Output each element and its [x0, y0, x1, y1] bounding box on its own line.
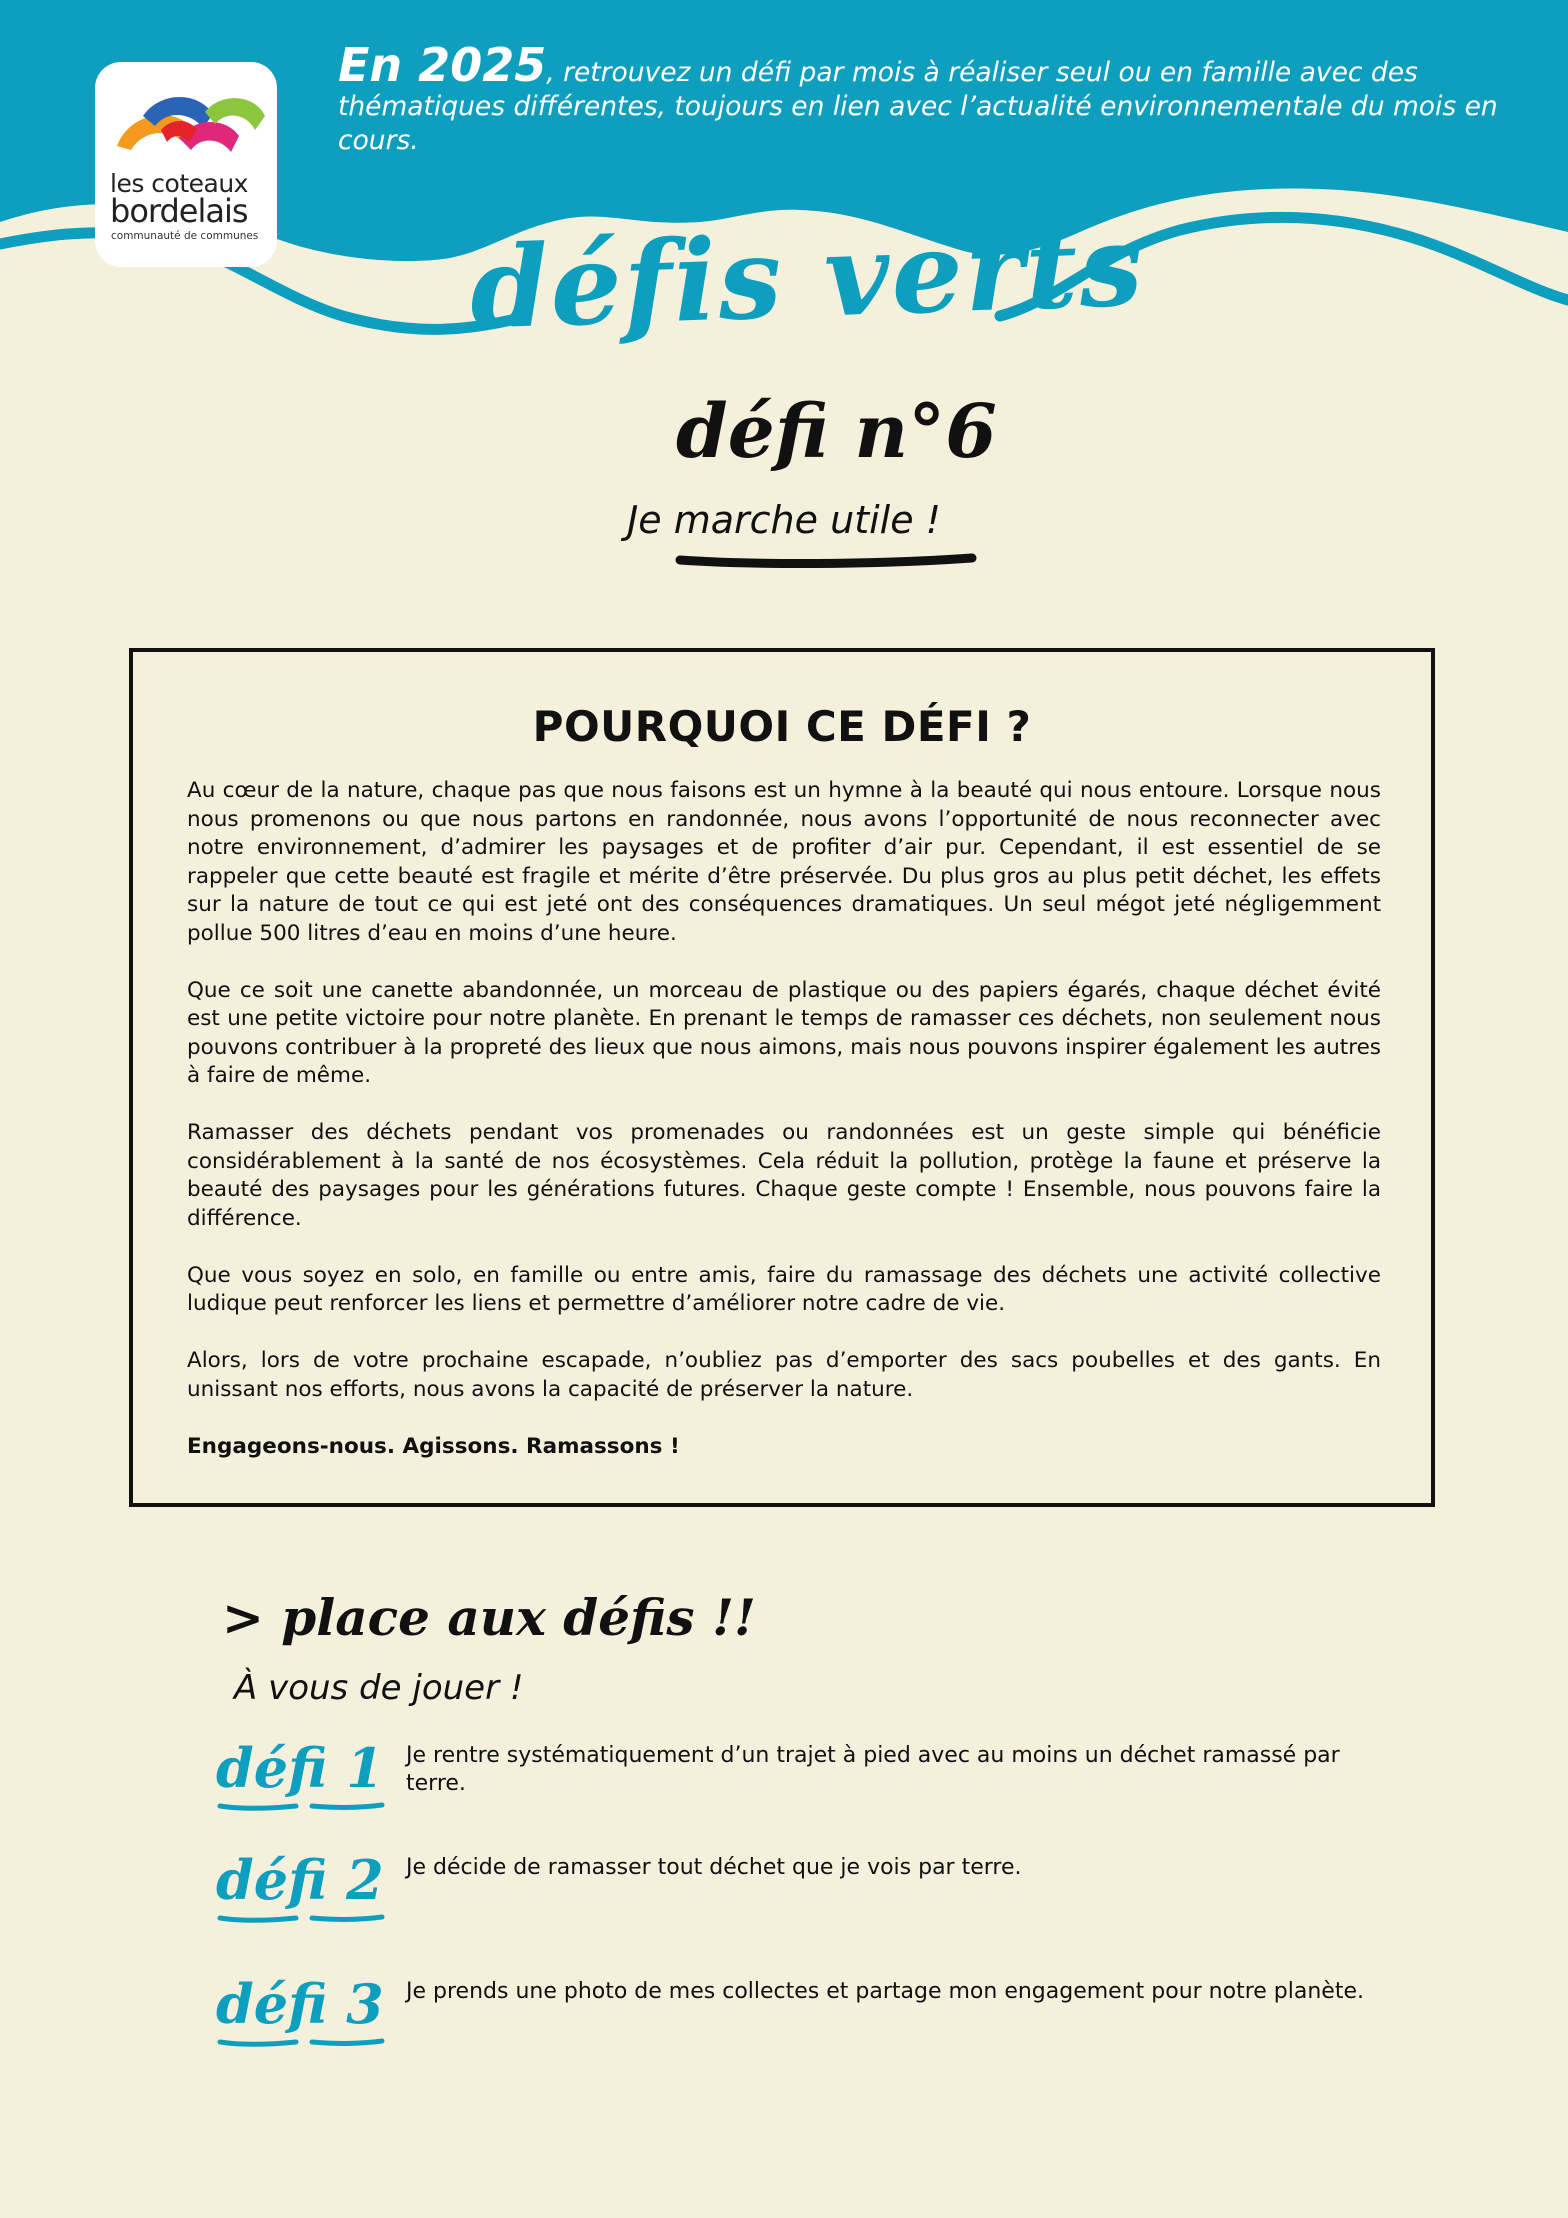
header-intro-text: , retrouvez un défi par mois à réaliser seul ou en famille avec des thématiques différentes, toujours en lien avec l’actualité environnementale du mois en cours. — [338, 57, 1498, 156]
logo-line-2: bordelais — [110, 192, 248, 230]
logo — [95, 62, 277, 267]
defi-label: défi 3 — [216, 1972, 384, 2036]
defi-label: défi 1 — [216, 1736, 384, 1800]
place-subtitle: À vous de jouer ! — [234, 1668, 524, 1708]
defi-text: Je décide de ramasser tout déchet que je vois par terre. — [406, 1855, 1022, 1880]
defi-text: Je prends une photo de mes collectes et partage mon engagement pour notre planète. — [406, 1979, 1364, 2004]
why-paragraph: Que vous soyez en solo, en famille ou entre amis, faire du ramassage des déchets une activité collective ludique peut renforcer les liens et permettre d’améliorer notre cadre de vie. — [187, 1262, 1381, 1316]
why-paragraph: Ramasser des déchets pendant vos promenades ou randonnées est un geste simple qui bénéficie considérablement à la santé de nos écosystèmes. Cela réduit la pollution, protège la faune et préserve la beauté des paysages pour les générations futures. Chaque geste compte ! Ensemble, nous pouvons faire la différence. — [187, 1120, 1381, 1231]
header-intro — [338, 38, 1498, 158]
subtitle-underline — [672, 548, 982, 572]
defi-underline — [216, 1908, 386, 1928]
logo-line-1: les coteaux — [110, 169, 248, 198]
brand-title: défis verts — [467, 200, 1147, 355]
defi-label: défi 2 — [216, 1848, 384, 1912]
challenge-number: défi n°6 — [676, 389, 997, 475]
why-paragraph: Que ce soit une canette abandonnée, un morceau de plastique ou des papiers égarés, chaque déchet évité est une petite victoire pour notre planète. En prenant le temps de ramasser ces déchets, non seulement nous pouvons contribuer à la propreté des lieux que nous aimons, mais nous pouvons inspirer également les autres à faire de même. — [187, 977, 1381, 1088]
defi-underline — [216, 2032, 386, 2052]
why-title: POURQUOI CE DÉFI ? — [532, 702, 1032, 751]
logo-arcs-icon — [109, 86, 265, 170]
why-body — [187, 777, 1381, 1461]
challenge-subtitle: Je marche utile ! — [627, 498, 941, 542]
defi-underline — [216, 1796, 386, 1816]
why-box — [129, 648, 1435, 1507]
place-title: > place aux défis !! — [222, 1588, 756, 1647]
why-paragraph: Alors, lors de votre prochaine escapade, n’oubliez pas d’emporter des sacs poubelles et des gants. En unissant nos efforts, nous avons la capacité de préserver la nature. — [187, 1348, 1381, 1402]
why-closing: Engageons-nous. Agissons. Ramassons ! — [187, 1433, 680, 1459]
header-year: En 2025 — [338, 38, 547, 92]
why-paragraph: Au cœur de la nature, chaque pas que nous faisons est un hymne à la beauté qui nous entoure. Lorsque nous nous promenons ou que nous partons en randonnée, nous avons l’opportunité de nous reconnecter avec notre environnement, d’admirer les paysages et de profiter d’air pur. Cependant, il est essentiel de se rappeler que cette beauté est fragile et mérite d’être préservée. Du plus gros au plus petit déchet, les effets sur la nature de tout ce qui est jeté ont des conséquences dramatiques. Un seul mégot jeté négligemment pollue 500 litres d’eau en moins d’une heure. — [187, 778, 1381, 946]
defi-text: Je rentre systématiquement d’un trajet à pied avec au moins un déchet ramassé par terre. — [406, 1743, 1340, 1796]
logo-line-3: communauté de communes — [111, 230, 259, 242]
